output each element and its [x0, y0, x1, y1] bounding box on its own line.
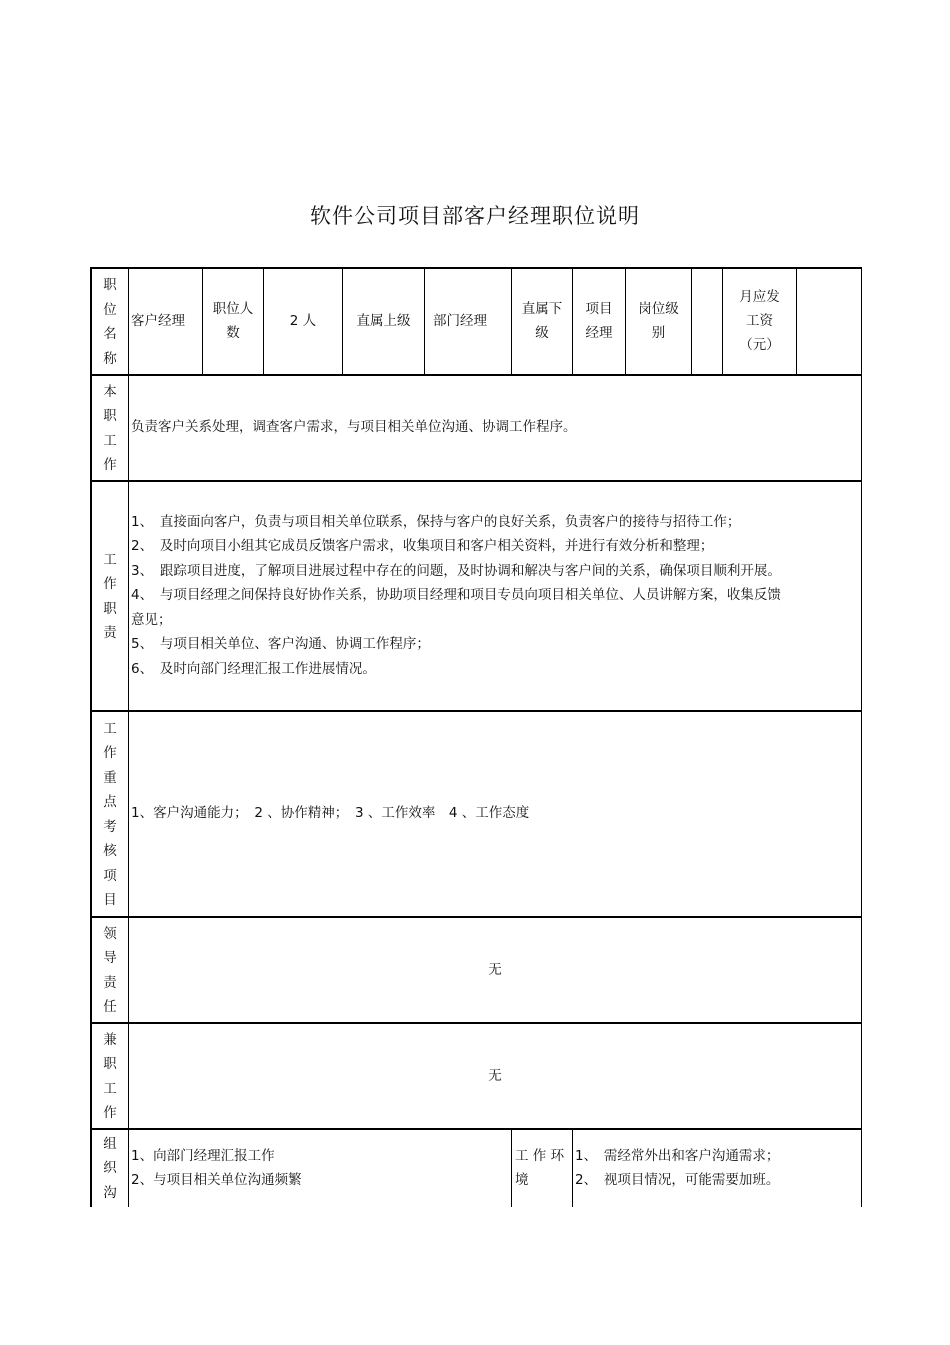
leadership-text: 无	[129, 917, 862, 1023]
leadership-label: 领 导 责 任	[92, 917, 129, 1023]
header-row	[92, 269, 862, 375]
duty-item: 4、 与项目经理之间保持良好协作关系，协助项目经理和项目专员向项目相关单位、人员讲解方案，收集反馈意见；	[131, 587, 781, 628]
duties-label: 工 作 职 责	[92, 481, 129, 711]
assessment-label: 工 作 重 点 考 核 项 目	[92, 711, 129, 917]
duties-row	[92, 481, 862, 711]
leadership-row	[92, 917, 862, 1023]
job-description-table	[90, 267, 862, 1207]
org-item: 2、与项目相关单位沟通频繁	[131, 1172, 302, 1188]
duty-item: 2、 及时向项目小组其它成员反馈客户需求，收集项目和客户相关资料，并进行有效分析和整理；	[131, 538, 714, 555]
duty-item: 1、 直接面向客户，负责与项目相关单位联系，保持与客户的良好关系，负责客户的接待与招待工作；	[131, 513, 741, 530]
duty-item: 6、 及时向部门经理汇报工作进展情况。	[131, 660, 376, 677]
part-time-label: 兼 职 工 作	[92, 1023, 129, 1129]
job-name-value: 客户经理	[129, 269, 203, 375]
duty-item: 3、 跟踪项目进度，了解项目进展过程中存在的问题，及时协调和解决与客户间的关系，确保项目顺利开展。	[131, 562, 781, 579]
duties-list	[129, 481, 862, 711]
headcount-value: 2 人	[264, 269, 343, 375]
org-list	[129, 1129, 512, 1207]
env-item: 1、 需经常外出和客户沟通需求；	[575, 1147, 780, 1164]
job-name-label: 职 位 名 称	[92, 269, 129, 375]
duty-item: 5、 与项目相关单位、客户沟通、协调工作程序；	[131, 636, 430, 653]
assessment-text: 1、客户沟通能力； 2 、协作精神； 3 、工作效率 4 、工作态度	[129, 711, 862, 917]
assessment-row	[92, 711, 862, 917]
subordinate-value: 项目 经理	[573, 269, 626, 375]
salary-label: 月应发 工资 （元）	[723, 269, 797, 375]
main-work-text: 负责客户关系处理，调查客户需求，与项目相关单位沟通、协调工作程序。	[129, 375, 862, 481]
grade-value	[692, 269, 723, 375]
env-item: 2、 视项目情况，可能需要加班。	[575, 1172, 780, 1188]
page-title: 软件公司项目部客户经理职位说明	[310, 204, 640, 228]
superior-value: 部门经理	[425, 269, 512, 375]
main-work-label: 本 职 工 作	[92, 375, 129, 481]
grade-label: 岗位级 别	[626, 269, 692, 375]
env-list	[573, 1129, 862, 1207]
org-label: 组 织 沟	[92, 1129, 129, 1207]
subordinate-label: 直属下 级	[512, 269, 573, 375]
part-time-text: 无	[129, 1023, 862, 1129]
env-label: 工 作 环 境	[512, 1129, 573, 1207]
superior-label: 直属上级	[343, 269, 425, 375]
main-work-row	[92, 375, 862, 481]
org-item: 1、向部门经理汇报工作	[131, 1147, 275, 1164]
salary-value	[797, 269, 862, 375]
headcount-label: 职位人 数	[203, 269, 264, 375]
part-time-row	[92, 1023, 862, 1129]
org-row	[92, 1129, 862, 1207]
